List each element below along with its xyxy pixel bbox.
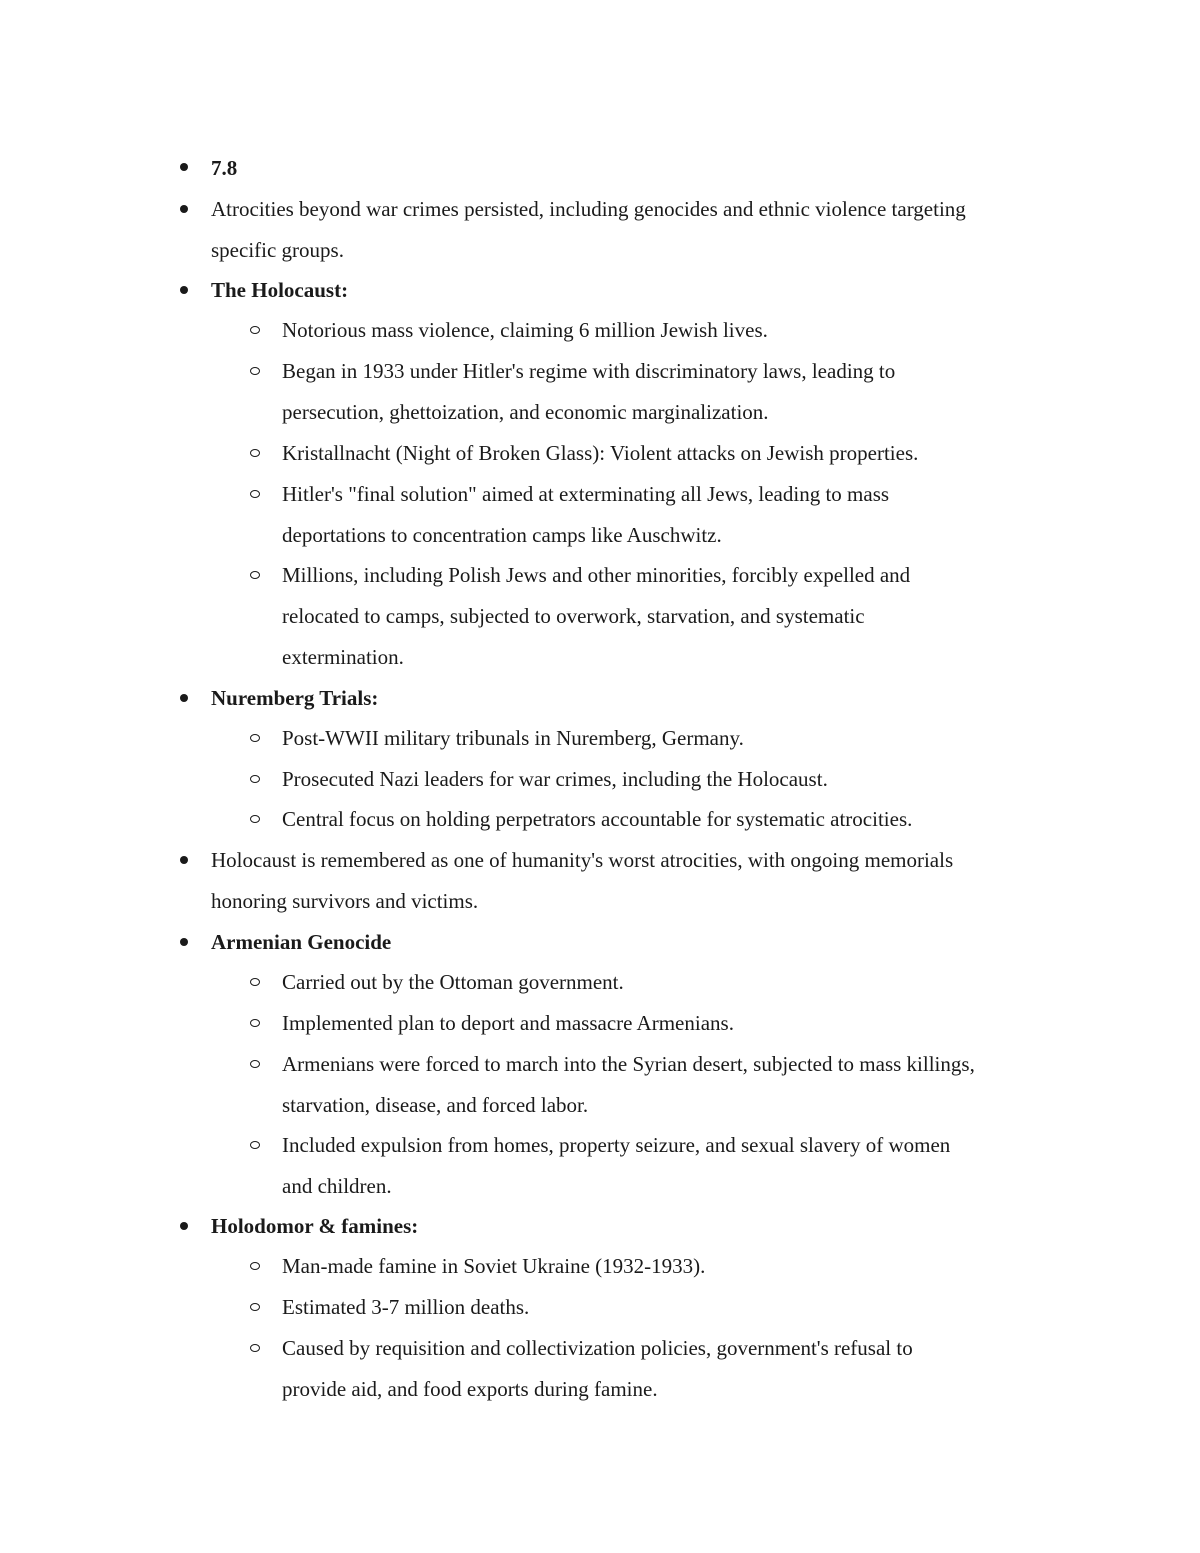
list-item-text: Atrocities beyond war crimes persisted, including genocides and ethnic violence targeting xyxy=(211,197,966,221)
sub-item-text: provide aid, and food exports during famine. xyxy=(282,1377,658,1401)
sub-item-text: and children. xyxy=(282,1174,392,1198)
sub-item-text: Notorious mass violence, claiming 6 million Jewish lives. xyxy=(282,318,768,342)
sub-item-text: Hitler's "final solution" aimed at exterminating all Jews, leading to mass xyxy=(282,482,890,506)
bullet-ring-icon xyxy=(250,449,260,457)
bullet-dot-icon xyxy=(180,286,188,294)
section-heading-holodomor: Holodomor & famines: xyxy=(211,1214,419,1238)
bullet-ring-icon xyxy=(250,1141,260,1149)
section-heading-armenian: Armenian Genocide xyxy=(211,930,392,954)
bullet-ring-icon xyxy=(250,1060,260,1068)
bullet-dot-icon xyxy=(180,205,188,213)
bullet-ring-icon xyxy=(250,775,260,783)
sub-item-text: persecution, ghettoization, and economic marginalization. xyxy=(282,400,769,424)
section-heading-nuremberg: Nuremberg Trials: xyxy=(211,686,379,710)
bullet-ring-icon xyxy=(250,1344,260,1352)
sub-item-text: Post-WWII military tribunals in Nuremberg, Germany. xyxy=(282,726,744,750)
sub-item-text: Armenians were forced to march into the Syrian desert, subjected to mass killings, xyxy=(282,1052,975,1076)
sub-item-text: Kristallnacht (Night of Broken Glass): Violent attacks on Jewish properties. xyxy=(282,441,919,465)
sub-item-text: Prosecuted Nazi leaders for war crimes, including the Holocaust. xyxy=(282,767,828,791)
bullet-dot-icon xyxy=(180,163,188,171)
bullet-ring-icon xyxy=(250,326,260,334)
bullet-ring-icon xyxy=(250,367,260,375)
bullet-ring-icon xyxy=(250,1303,260,1311)
bullet-dot-icon xyxy=(180,694,188,702)
section-heading-holocaust: The Holocaust: xyxy=(211,278,349,302)
bullet-ring-icon xyxy=(250,1262,260,1270)
sub-item-text: deportations to concentration camps like Auschwitz. xyxy=(282,523,722,547)
sub-item-text: Carried out by the Ottoman government. xyxy=(282,970,624,994)
sub-item-text: Millions, including Polish Jews and other minorities, forcibly expelled and xyxy=(282,563,911,587)
sub-item-text: Central focus on holding perpetrators accountable for systematic atrocities. xyxy=(282,807,913,831)
bullet-dot-icon xyxy=(180,938,188,946)
sub-item-text: starvation, disease, and forced labor. xyxy=(282,1093,589,1117)
sub-item-text: relocated to camps, subjected to overwork, starvation, and systematic xyxy=(282,604,865,628)
bullet-ring-icon xyxy=(250,734,260,742)
section-number: 7.8 xyxy=(211,156,238,180)
sub-item-text: Included expulsion from homes, property seizure, and sexual slavery of women xyxy=(282,1133,951,1157)
bullet-dot-icon xyxy=(180,1222,188,1230)
sub-item-text: Estimated 3-7 million deaths. xyxy=(282,1295,530,1319)
list-item-text: Holocaust is remembered as one of humanity's worst atrocities, with ongoing memorials xyxy=(211,848,954,872)
sub-item-text: Began in 1933 under Hitler's regime with discriminatory laws, leading to xyxy=(282,359,896,383)
bullet-ring-icon xyxy=(250,1019,260,1027)
sub-item-text: Caused by requisition and collectivization policies, government's refusal to xyxy=(282,1336,913,1360)
list-item-text: honoring survivors and victims. xyxy=(211,889,479,913)
bullet-dot-icon xyxy=(180,856,188,864)
bullet-ring-icon xyxy=(250,815,260,823)
bullet-ring-icon xyxy=(250,490,260,498)
sub-item-text: Implemented plan to deport and massacre Armenians. xyxy=(282,1011,734,1035)
sub-item-text: extermination. xyxy=(282,645,404,669)
bullet-ring-icon xyxy=(250,978,260,986)
sub-item-text: Man-made famine in Soviet Ukraine (1932-1933). xyxy=(282,1254,706,1278)
bullet-ring-icon xyxy=(250,571,260,579)
list-item-text: specific groups. xyxy=(211,238,344,262)
